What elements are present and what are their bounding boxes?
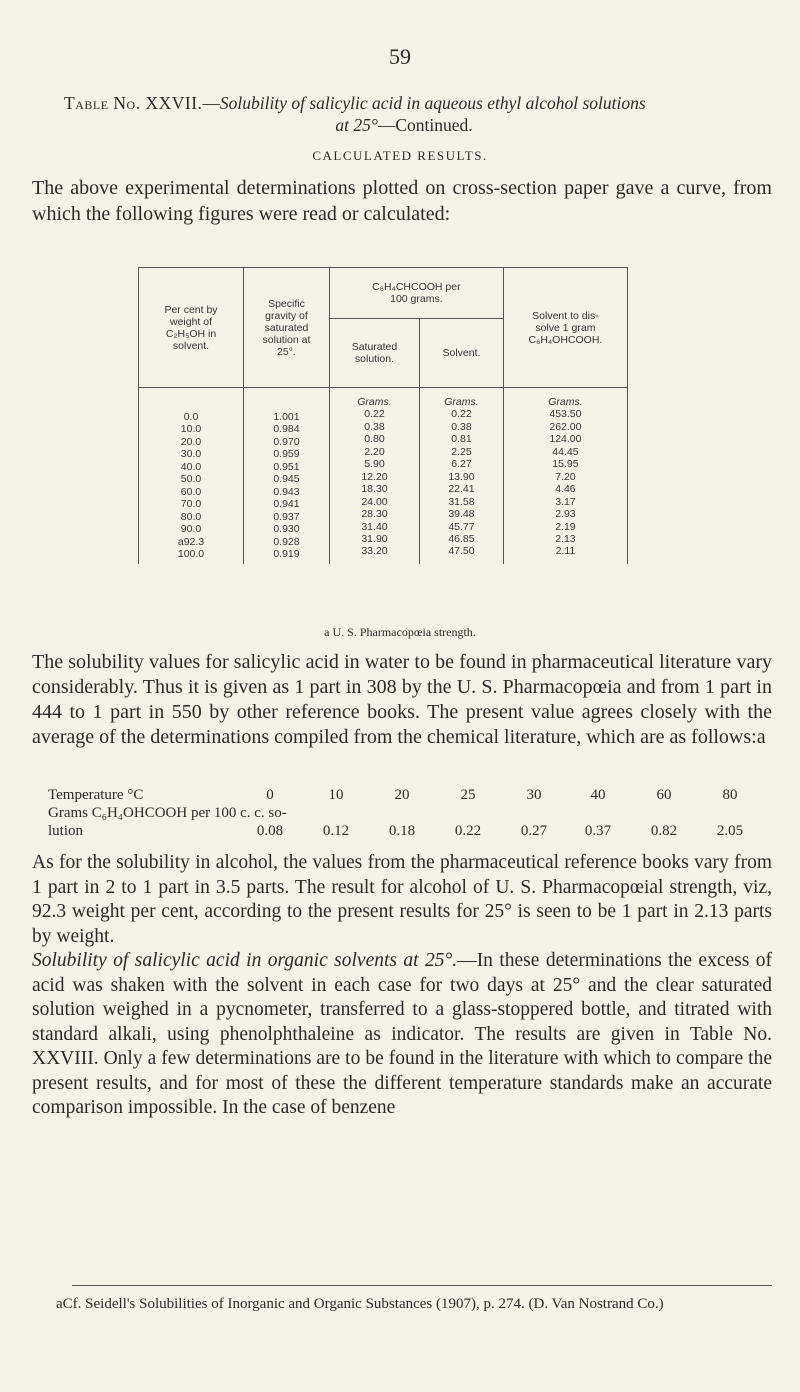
- grams-value: 0.37: [584, 823, 612, 839]
- header-percent-alcohol: Per cent by weight of C₂H₅OH in solvent.: [139, 268, 244, 388]
- table-cell: 28.30: [361, 508, 388, 521]
- table-cell: 0.984: [273, 423, 300, 436]
- temps-value: 40: [590, 787, 606, 803]
- header-solvent: Solvent.: [420, 319, 504, 388]
- table-cell: 7.20: [555, 470, 576, 483]
- table-cell: 20.0: [180, 435, 202, 448]
- table-cell: 0.951: [273, 460, 300, 473]
- table-cell: 70.0: [180, 498, 202, 511]
- solubility-table: [138, 267, 628, 564]
- table-title-italic: Solubility of salicylic acid in aqueous ethyl alcohol solutions: [219, 93, 646, 113]
- table-cell: 31.58: [448, 495, 475, 508]
- header-saturated-solution: Saturated solution.: [329, 319, 419, 388]
- table-cell: 12.20: [361, 470, 388, 483]
- table-cell: 2.13: [555, 532, 576, 545]
- column-specific-gravity: [244, 388, 330, 565]
- temps-value: 80: [722, 787, 738, 803]
- table-title-continued: —Continued.: [377, 115, 473, 135]
- table-cell: 31.90: [361, 532, 388, 545]
- table-cell: 39.48: [448, 508, 475, 521]
- table-cell: 2.25: [451, 445, 472, 458]
- grams-value: 0.22: [454, 823, 482, 839]
- grams-label-row: [48, 805, 768, 823]
- footnote-divider: [72, 1285, 772, 1286]
- paragraph-alcohol-text: As for the solubility in alcohol, the values from the pharmaceutical reference books vary from 1 part in 2 to 1 part in 3.5 parts. The result for alcohol of U. S. Pharmacopœial strength, viz, 92.3 weight per cent, according to the present results for 25° is seen to be 1 part in 2.13 parts by weight.: [32, 852, 772, 947]
- table-cell: 0.38: [364, 420, 385, 433]
- table-cell: 0.38: [451, 420, 472, 433]
- column-saturated-solution: [329, 388, 419, 565]
- table-cell: 6.27: [451, 458, 472, 471]
- table-cell: 80.0: [180, 510, 202, 523]
- units-label: Grams.: [357, 396, 392, 408]
- table-cell: 46.85: [448, 532, 475, 545]
- table-cell: 18.30: [361, 483, 388, 496]
- temps-value: 60: [656, 787, 672, 803]
- table-cell: 5.90: [364, 458, 385, 471]
- page-number: 59: [389, 44, 411, 69]
- table-cell: 262.00: [549, 420, 582, 433]
- calculated-results-heading: CALCULATED RESULTS.: [312, 148, 488, 163]
- header-solvent-to-dissolve: Solvent to dis- solve 1 gram C₆H₄OHCOOH.: [503, 268, 627, 388]
- table-cell: 15.95: [552, 458, 579, 471]
- header-specific-gravity: Specific gravity of saturated solution at 25°.: [244, 268, 330, 388]
- table-title: Table No. XXVII.—Solubility of salicylic acid in aqueous ethyl alcohol solutions at 25°—Continued.: [64, 93, 646, 135]
- table-cell: 0.941: [273, 498, 300, 511]
- intro-paragraph: The above experimental determinations plotted on cross-section paper gave a curve, from which the following figures were read or calculated:: [32, 177, 772, 225]
- paragraph-water-solubility: The solubility values for salicylic acid in water to be found in pharmaceutical literature vary considerably. Thus it is given as 1 part in 308 by the U. S. Pharmacopœia and from 1 part in 444 to 1 part in 550 by other reference books. The present value agrees closely with the average of the determinations compiled from the chemical literature, which are as follows:a: [32, 651, 772, 748]
- grams-value: 0.12: [322, 823, 350, 839]
- temperature-label: Temperature °C: [48, 787, 144, 803]
- table-cell: 0.943: [273, 485, 300, 498]
- table-cell: 2.19: [555, 520, 576, 533]
- table-cell: 100.0: [177, 547, 205, 560]
- paragraph-alcohol-solubility: [32, 851, 772, 1121]
- table-cell: 0.930: [273, 523, 300, 536]
- table-cell: 0.970: [273, 435, 300, 448]
- grams-label: Grams C₆H₄OHCOOH per 100 c. c. so-: [48, 805, 287, 821]
- temps-value: 30: [526, 787, 542, 803]
- units-label: Grams.: [444, 396, 479, 408]
- page-footnote: aCf. Seidell's Solubilities of Inorganic and Organic Substances (1907), p. 274. (D. Van Nostrand Co.): [56, 1296, 664, 1312]
- table-cell: 3.17: [555, 495, 576, 508]
- table-cell: 0.919: [273, 547, 300, 560]
- table-footnote: a U. S. Pharmacopœia strength.: [324, 625, 476, 639]
- header-acid-per-100g: C₆H₄CHCOOH per 100 grams.: [329, 268, 503, 319]
- column-solvent: [420, 388, 504, 565]
- table-cell: 33.20: [361, 545, 388, 558]
- table-cell: 0.937: [273, 510, 300, 523]
- grams-row: [48, 823, 768, 841]
- temps-value: 25: [460, 787, 476, 803]
- temps-value: 20: [394, 787, 410, 803]
- table-cell: 0.22: [451, 408, 472, 421]
- grams-value: 0.08: [256, 823, 284, 839]
- table-cell: 0.80: [364, 433, 385, 446]
- temps-value: 0: [266, 787, 274, 803]
- table-cell: 60.0: [180, 485, 202, 498]
- table-cell: 90.0: [180, 523, 202, 536]
- table-cell: a92.3: [177, 535, 205, 548]
- grams-value: 0.27: [520, 823, 548, 839]
- table-cell: 0.0: [183, 411, 199, 423]
- table-cell: 2.20: [364, 445, 385, 458]
- table-cell: 44.45: [552, 445, 579, 458]
- table-cell: 47.50: [448, 545, 475, 558]
- grams-label-continued: lution: [48, 823, 84, 839]
- table-cell: 22.41: [448, 483, 475, 496]
- table-cell: 40.0: [180, 460, 202, 473]
- column-solvent-to-dissolve: [503, 388, 627, 565]
- table-cell: 10.0: [180, 423, 202, 436]
- table-cell: 50.0: [180, 473, 202, 486]
- table-body: [139, 388, 628, 565]
- table-cell: 0.928: [273, 535, 300, 548]
- table-cell: 24.00: [361, 495, 388, 508]
- paragraph-organic-text: —In these determinations the excess of acid was shaken with the solvent in each case for two days at 25° and the clear saturated solution weighed in a pycnometer, transferred to a glass-stoppered bottle, and titrated with standard alkali, using phenolphthaleine as indicator. The results are given in Table No. XXVIII. Only a few determinations are to be found in the literature with which to compare the present results, and for most of these the different temperature standards make an accurate comparison impossible. In the case of benzene: [32, 950, 772, 1118]
- table-cell: 0.959: [273, 448, 300, 461]
- grams-value: 0.18: [388, 823, 416, 839]
- temperature-row: [48, 787, 768, 805]
- column-percent-alcohol: [139, 388, 244, 565]
- table-cell: 4.46: [555, 483, 576, 496]
- table-cell: 0.945: [273, 473, 300, 486]
- table-cell: 124.00: [549, 433, 582, 446]
- table-cell: 45.77: [448, 520, 475, 533]
- section-heading-organic-solvents: Solubility of salicylic acid in organic solvents at 25°.: [32, 950, 458, 971]
- table-label: Table No. XXVII.: [64, 93, 203, 113]
- table-cell: 30.0: [180, 448, 202, 461]
- table-cell: 31.40: [361, 520, 388, 533]
- grams-value: 2.05: [716, 823, 744, 839]
- table-cell: 2.93: [555, 508, 576, 521]
- table-title-temp: at 25°: [335, 115, 378, 135]
- temperature-solubility-table: [48, 787, 768, 841]
- temps-value: 10: [328, 787, 344, 803]
- units-label: Grams.: [548, 396, 583, 408]
- table-cell: 0.81: [451, 433, 472, 446]
- table-cell: 453.50: [549, 408, 582, 421]
- table-cell: 1.001: [273, 411, 300, 423]
- grams-value: 0.82: [650, 823, 678, 839]
- table-cell: 0.22: [364, 408, 385, 421]
- table-cell: 13.90: [448, 470, 475, 483]
- table-cell: 2.11: [555, 545, 576, 558]
